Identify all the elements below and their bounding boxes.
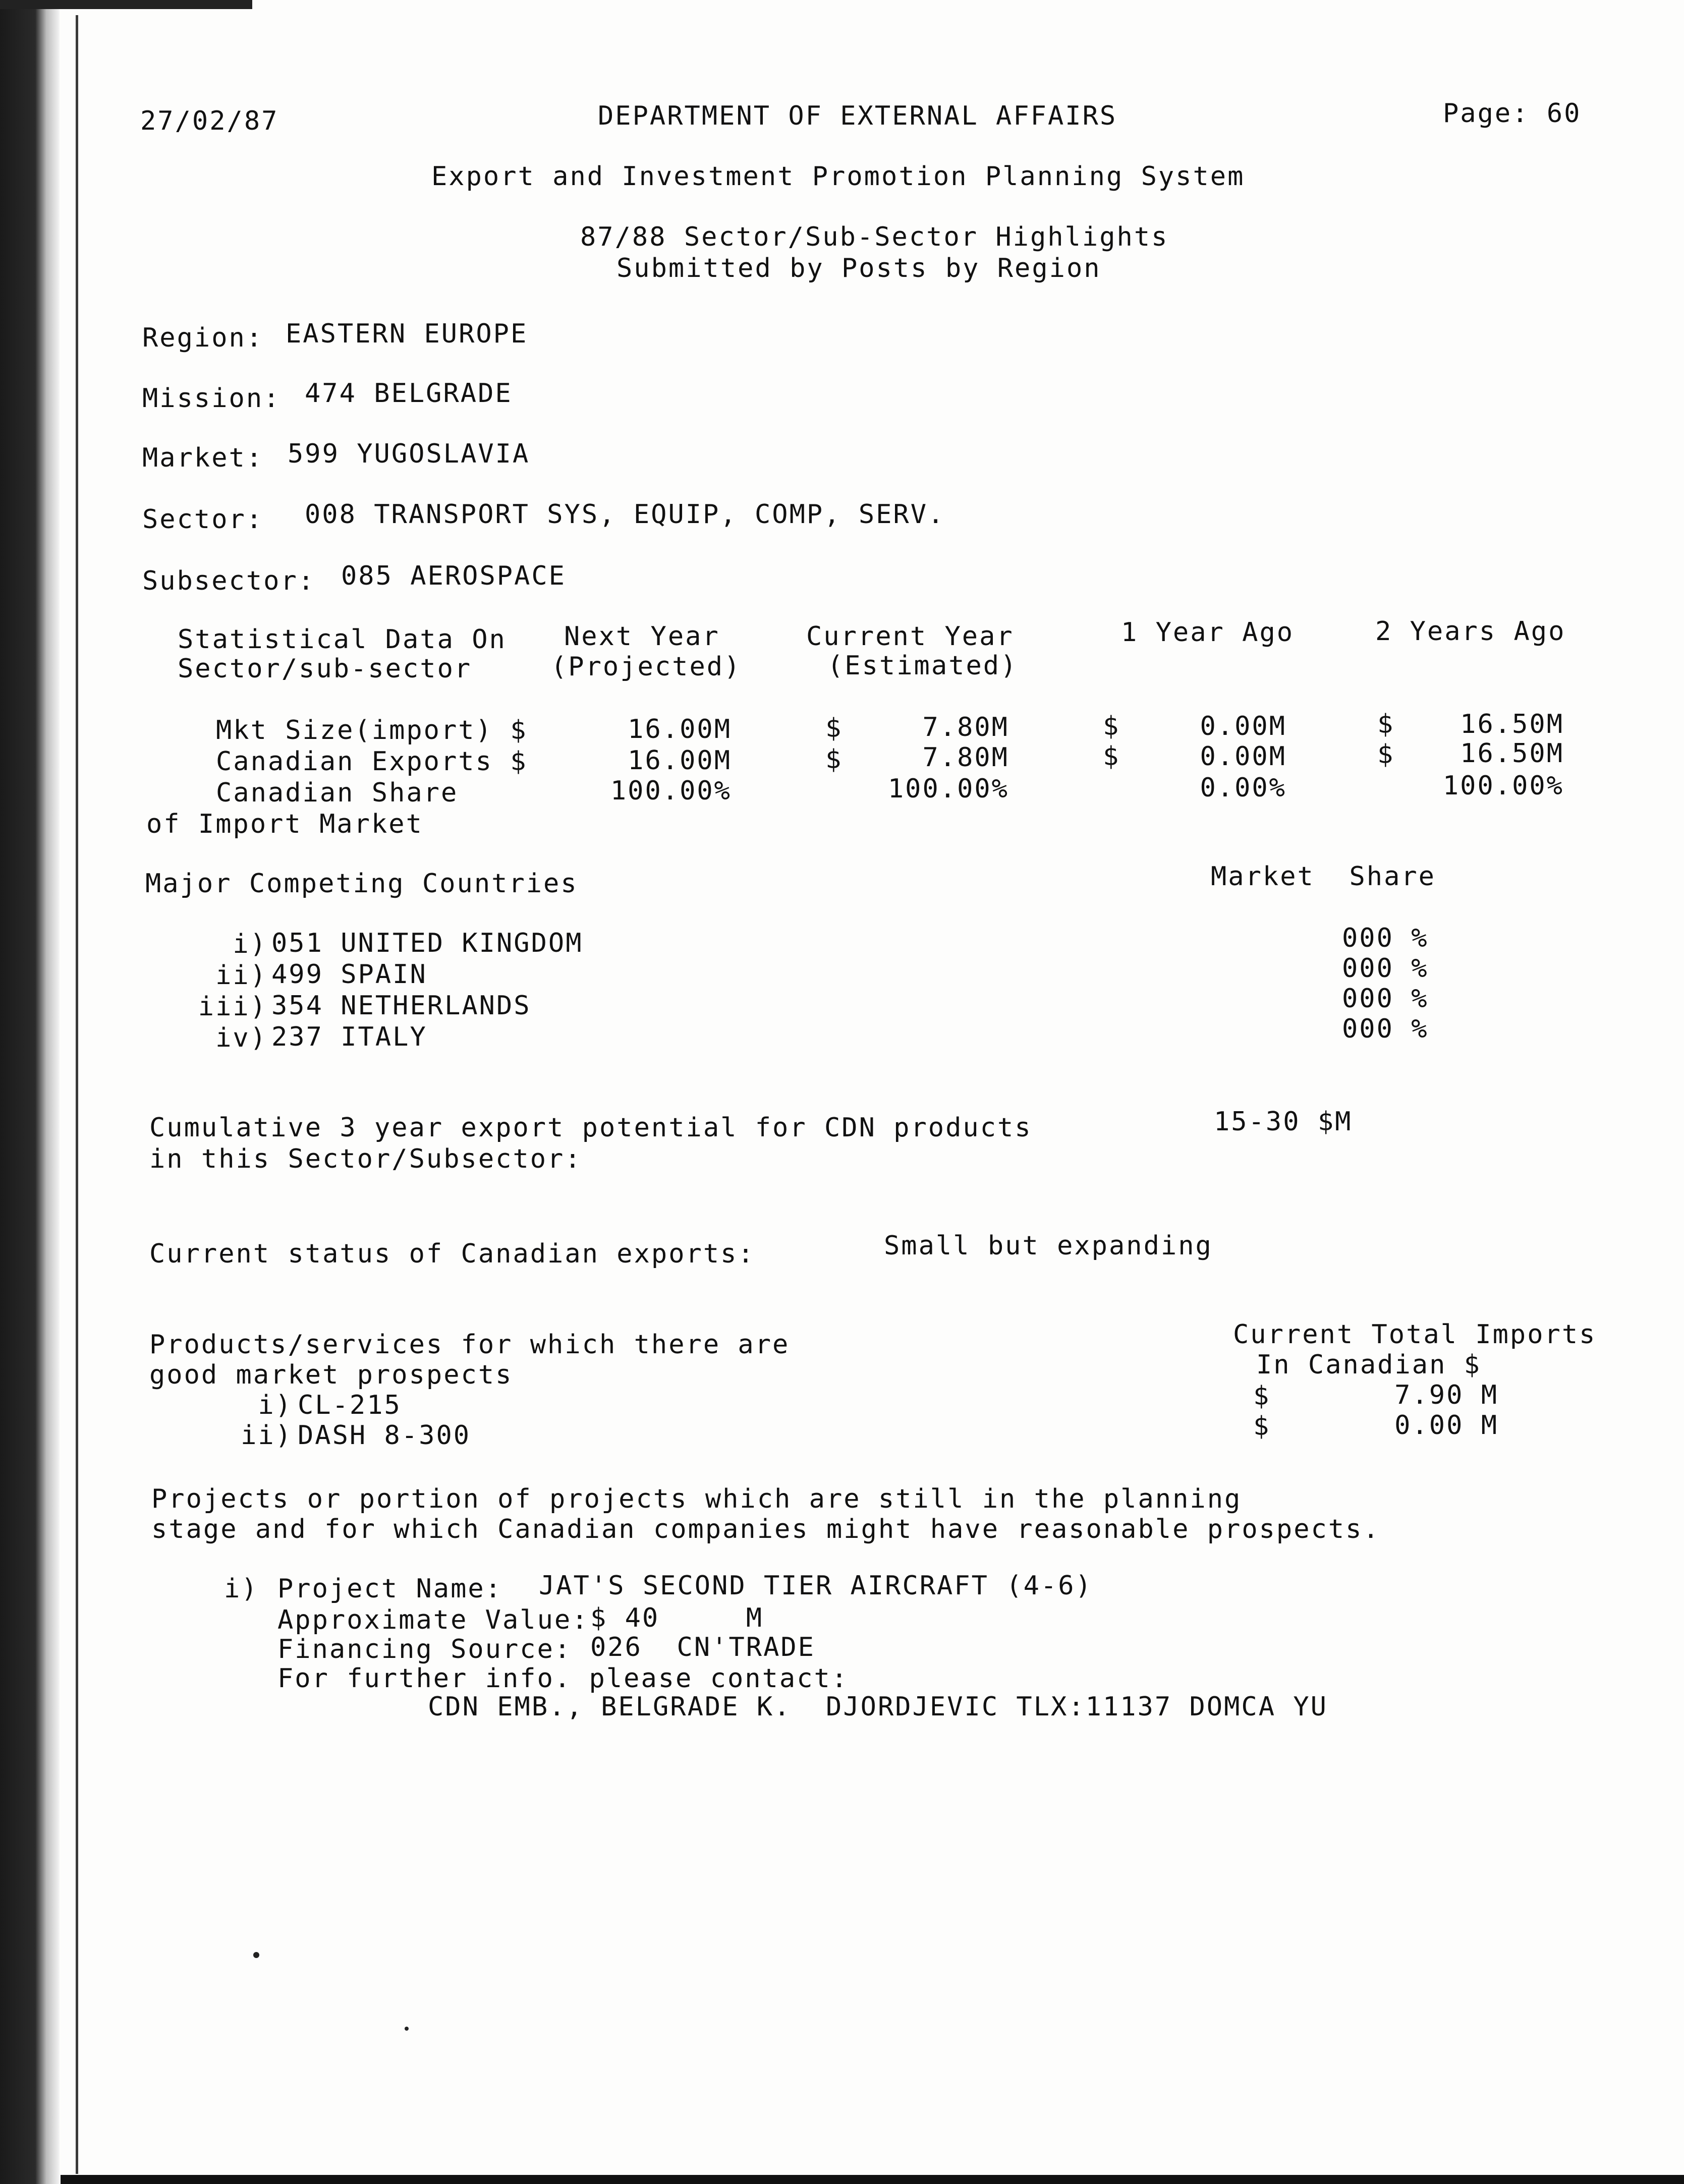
imports-heading-line1: Current Total Imports [1233,1319,1597,1350]
mission-label: Mission: [142,383,281,414]
competitors-heading: Major Competing Countries [145,869,578,899]
country-name: 354 NETHERLANDS [271,991,531,1021]
market-value: 599 YUGOSLAVIA [288,439,530,469]
scan-bottom-edge [61,2175,1684,2184]
project-number: i) [224,1574,259,1604]
country-share: 000 % [1342,923,1429,953]
cell-value: 100.00% [887,774,1009,804]
status-value: Small but expanding [884,1231,1213,1261]
col-next-year: Next Year [564,621,720,652]
projects-label-line2: stage and for which Canadian companies might have reasonable prospects. [151,1514,1380,1544]
col-current-year-note: (Estimated) [827,651,1018,681]
sector-label: Sector: [142,504,264,535]
scan-speck [405,2027,409,2031]
imports-heading-line2: In Canadian $ [1256,1350,1481,1380]
cell-currency: $ [1377,709,1395,739]
row-label: Canadian Exports $ [216,746,528,777]
scan-binding-edge [0,0,60,2184]
cell-value: 100.00% [610,776,732,806]
status-label: Current status of Canadian exports: [149,1239,755,1269]
market-label: Market: [142,443,264,473]
potential-label-line1: Cumulative 3 year export potential for CDN products [149,1113,1032,1143]
cell-currency: $ [825,713,843,743]
country-name: 237 ITALY [271,1022,427,1052]
cell-value: 0.00% [1200,773,1286,803]
country-share: 000 % [1342,1014,1429,1044]
financing-value: 026 CN'TRADE [590,1632,815,1662]
cell-value: 16.00M [628,745,732,776]
sector-value: 008 TRANSPORT SYS, EQUIP, COMP, SERV. [305,499,945,530]
page-number: Page: 60 [1443,98,1582,129]
row-label: Canadian Share [216,778,459,808]
col-one-year-ago: 1 Year Ago [1121,617,1295,648]
country-share: 000 % [1342,953,1429,984]
col-current-year: Current Year [806,621,1014,652]
system-title: Export and Investment Promotion Planning System [431,161,1245,192]
import-value: 0.00 M [1394,1410,1498,1441]
cell-value: 7.80M [922,742,1009,773]
department-title: DEPARTMENT OF EXTERNAL AFFAIRS [598,101,1117,131]
import-currency: $ [1253,1411,1271,1442]
contact-label: For further info. please contact: [277,1663,849,1694]
cell-value: 16.50M [1460,709,1564,739]
project-name-label: Project Name: [277,1574,502,1604]
cell-value: 0.00M [1200,711,1286,741]
import-value: 7.90 M [1394,1380,1498,1410]
scan-top-edge [0,0,252,9]
list-item-number: ii) [241,1420,293,1451]
subsector-value: 085 AEROSPACE [341,561,566,591]
country-name: 051 UNITED KINGDOM [271,928,583,958]
col-next-year-note: (Projected) [551,652,742,682]
scan-speck [253,1952,259,1958]
potential-value: 15-30 $M [1214,1107,1353,1137]
region-value: EASTERN EUROPE [286,319,528,349]
subsector-label: Subsector: [142,566,316,596]
row-label: Mkt Size(import) $ [216,715,528,745]
country-share: 000 % [1342,984,1429,1014]
products-label-line1: Products/services for which there are [149,1330,790,1360]
cell-currency: $ [1103,741,1120,772]
market-share-heading: Market Share [1211,861,1436,892]
cell-value: 16.50M [1460,738,1564,769]
cell-currency: $ [1377,739,1395,770]
cell-currency: $ [1103,711,1120,741]
stats-heading-line1: Statistical Data On [178,624,507,655]
list-item-number: ii) [215,960,267,991]
cell-value: 0.00M [1200,741,1286,772]
cell-value: 16.00M [628,714,732,744]
col-two-years-ago: 2 Years Ago [1375,616,1566,647]
list-item-number: iii) [198,992,267,1022]
import-currency: $ [1253,1381,1271,1411]
region-label: Region: [142,323,264,353]
project-value-value: $ 40 M [590,1603,764,1633]
row-label-trailer: of Import Market [146,809,423,839]
mission-value: 474 BELGRADE [305,378,513,409]
contact-value: CDN EMB., BELGRADE K. DJORDJEVIC TLX:11137 DOMCA YU [428,1692,1328,1722]
scan-margin-line [76,15,78,2174]
potential-label-line2: in this Sector/Subsector: [149,1144,582,1174]
cell-value: 7.80M [922,712,1009,742]
report-date: 27/02/87 [140,106,279,136]
report-title: 87/88 Sector/Sub-Sector Highlights [580,222,1169,252]
products-label-line2: good market prospects [149,1360,513,1390]
list-item-number: iv) [215,1023,267,1053]
list-item-number: i) [258,1390,293,1420]
report-subtitle: Submitted by Posts by Region [616,253,1101,283]
cell-currency: $ [825,744,843,775]
project-name-value: JAT'S SECOND TIER AIRCRAFT (4-6) [539,1571,1093,1601]
projects-label-line1: Projects or portion of projects which are still in the planning [151,1484,1242,1514]
product-name: CL-215 [298,1390,402,1420]
stats-heading-line2: Sector/sub-sector [178,654,472,684]
financing-label: Financing Source: [277,1634,572,1664]
list-item-number: i) [233,929,267,959]
country-name: 499 SPAIN [271,959,427,990]
project-value-label: Approximate Value: [277,1605,589,1635]
cell-value: 100.00% [1442,771,1564,801]
product-name: DASH 8-300 [298,1420,471,1451]
